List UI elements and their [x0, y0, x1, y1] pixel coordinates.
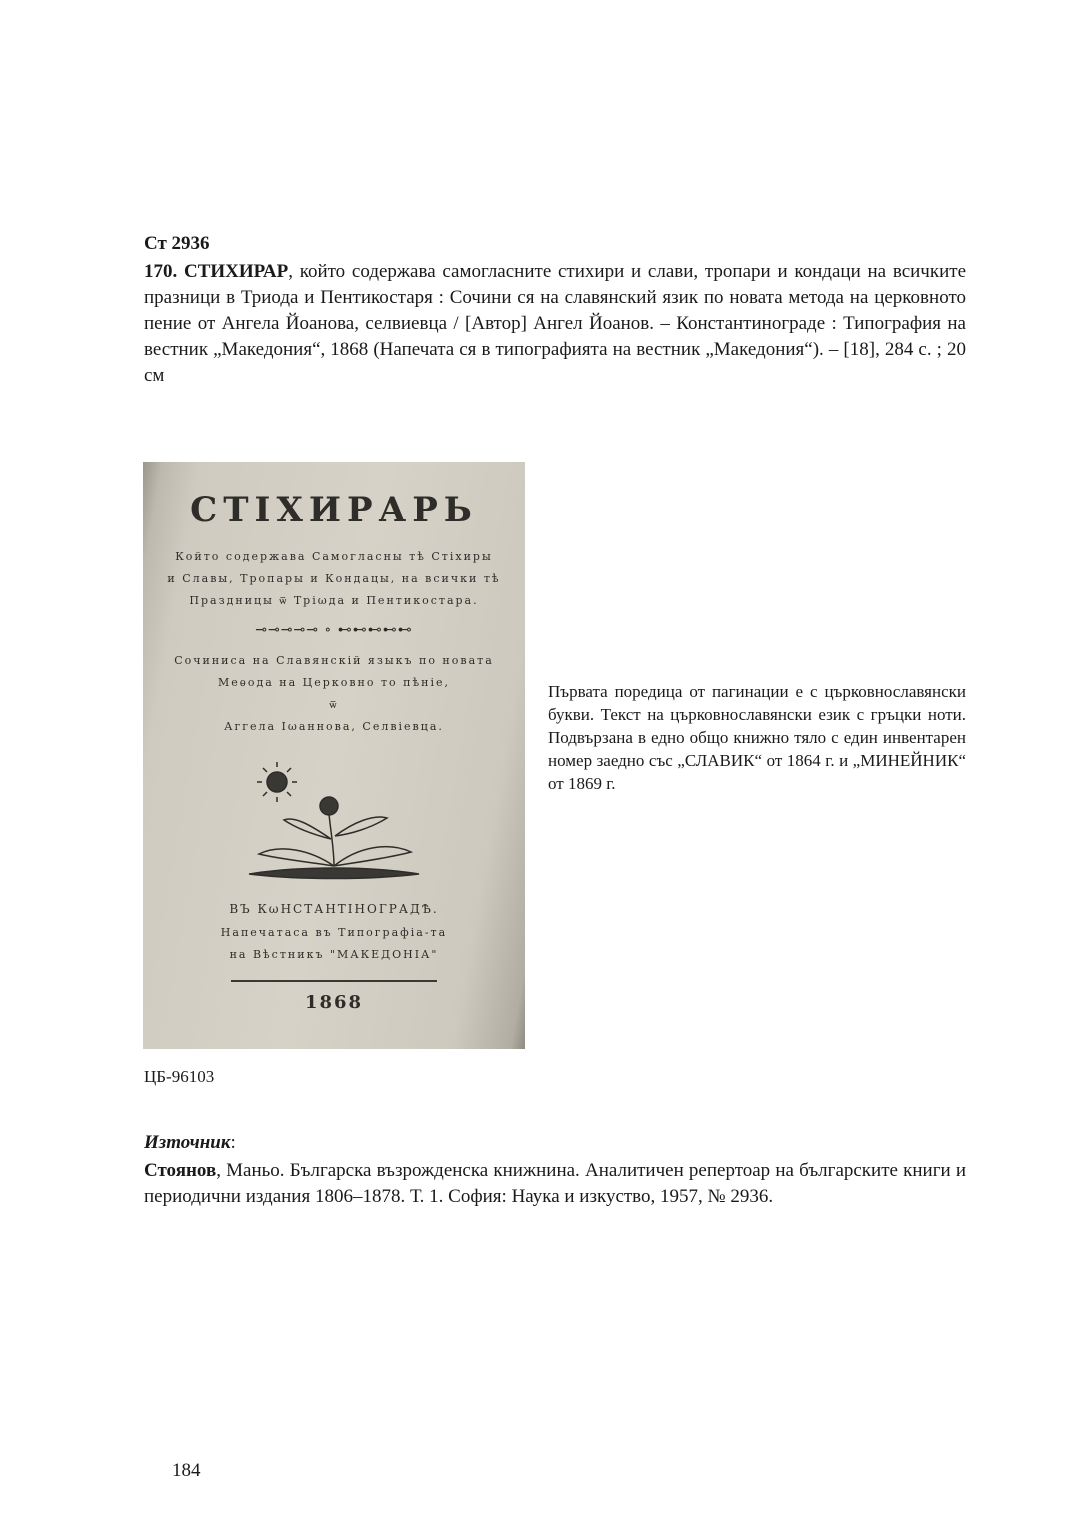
photo-line-10: на Вѣстникъ "МАКЕДОНІА" [229, 948, 439, 961]
entry-description [144, 259, 966, 389]
source-citation [144, 1158, 966, 1210]
photo-line-3: Праздницы ѿ Тріωда и Пентикостара. [189, 594, 479, 607]
photo-line-8: ВЪ КωНСТАНТІНОГРАДѢ. [229, 902, 439, 916]
source-heading [144, 1132, 236, 1154]
sun-and-plant-engraving [239, 754, 429, 884]
photo-line-4: Сочиниса на Славянскій языкъ по новата [174, 654, 494, 667]
entry-code: Ст 2936 [144, 233, 210, 254]
title-page-photo [143, 462, 525, 1049]
photo-year: 1868 [304, 992, 364, 1013]
source-label-suffix: : [230, 1132, 236, 1153]
photo-line-6: ѿ [329, 698, 339, 711]
page-number: 184 [172, 1460, 201, 1481]
photo-line-5: Меѳода на Церковно то пѣніе, [218, 676, 450, 689]
photo-line-1: Който содержава Самогласны тѣ Стіхиры [175, 550, 493, 563]
inventory-number: ЦБ-96103 [144, 1067, 215, 1086]
ornament-divider: ⊸⊸⊸⊸⊸ ∘ ⊷⊷⊷⊷⊷ [255, 622, 413, 638]
photo-line-7: Аггела Іωаннова, Селвіевца. [224, 720, 444, 733]
photo-line-2: и Славы, Тропары и Кондацы, на всички тѣ [167, 572, 501, 585]
entry-description-text: , който содержава самогласните стихири и слави, тропари и кондаци на всичките празници в Триода и Пентикостаря : Сочини ся на славянский язик по новата метода на церковното пение от Ангела Йоанова, селвиевца / [Автор] Ангел Йоанов. – Константинограде : Типография на вестник „Македония“, 1868 (Напечата ся в типографията на вестник „Македония“). – [18], 284 с. ; 20 см [144, 261, 966, 386]
side-note: Първата поредица от пагинации е с църковнославянски букви. Текст на църковнославянски език с гръцки ноти. Подвързана в едно общо книжно тяло с един инвентарен номер заедно със „СЛАВИК“ от 1864 г. и „МИНЕЙНИК“ от 1869 г. [548, 682, 966, 793]
source-text: , Маньо. Българска възрожденска книжнина. Аналитичен репертоар на българските книги и периодични издания 1806–1878. Т. 1. София: Наука и изкуство, 1957, № 2936. [144, 1160, 966, 1207]
entry-number-title: 170. СТИХИРАР [144, 261, 289, 282]
source-label: Източник [144, 1132, 231, 1153]
photo-title: СТІХИРАРЬ [190, 490, 478, 530]
photo-rule [231, 980, 437, 982]
photo-line-9: Напечатаса въ Типографіа-та [220, 926, 448, 939]
source-author: Стоянов [144, 1160, 217, 1181]
